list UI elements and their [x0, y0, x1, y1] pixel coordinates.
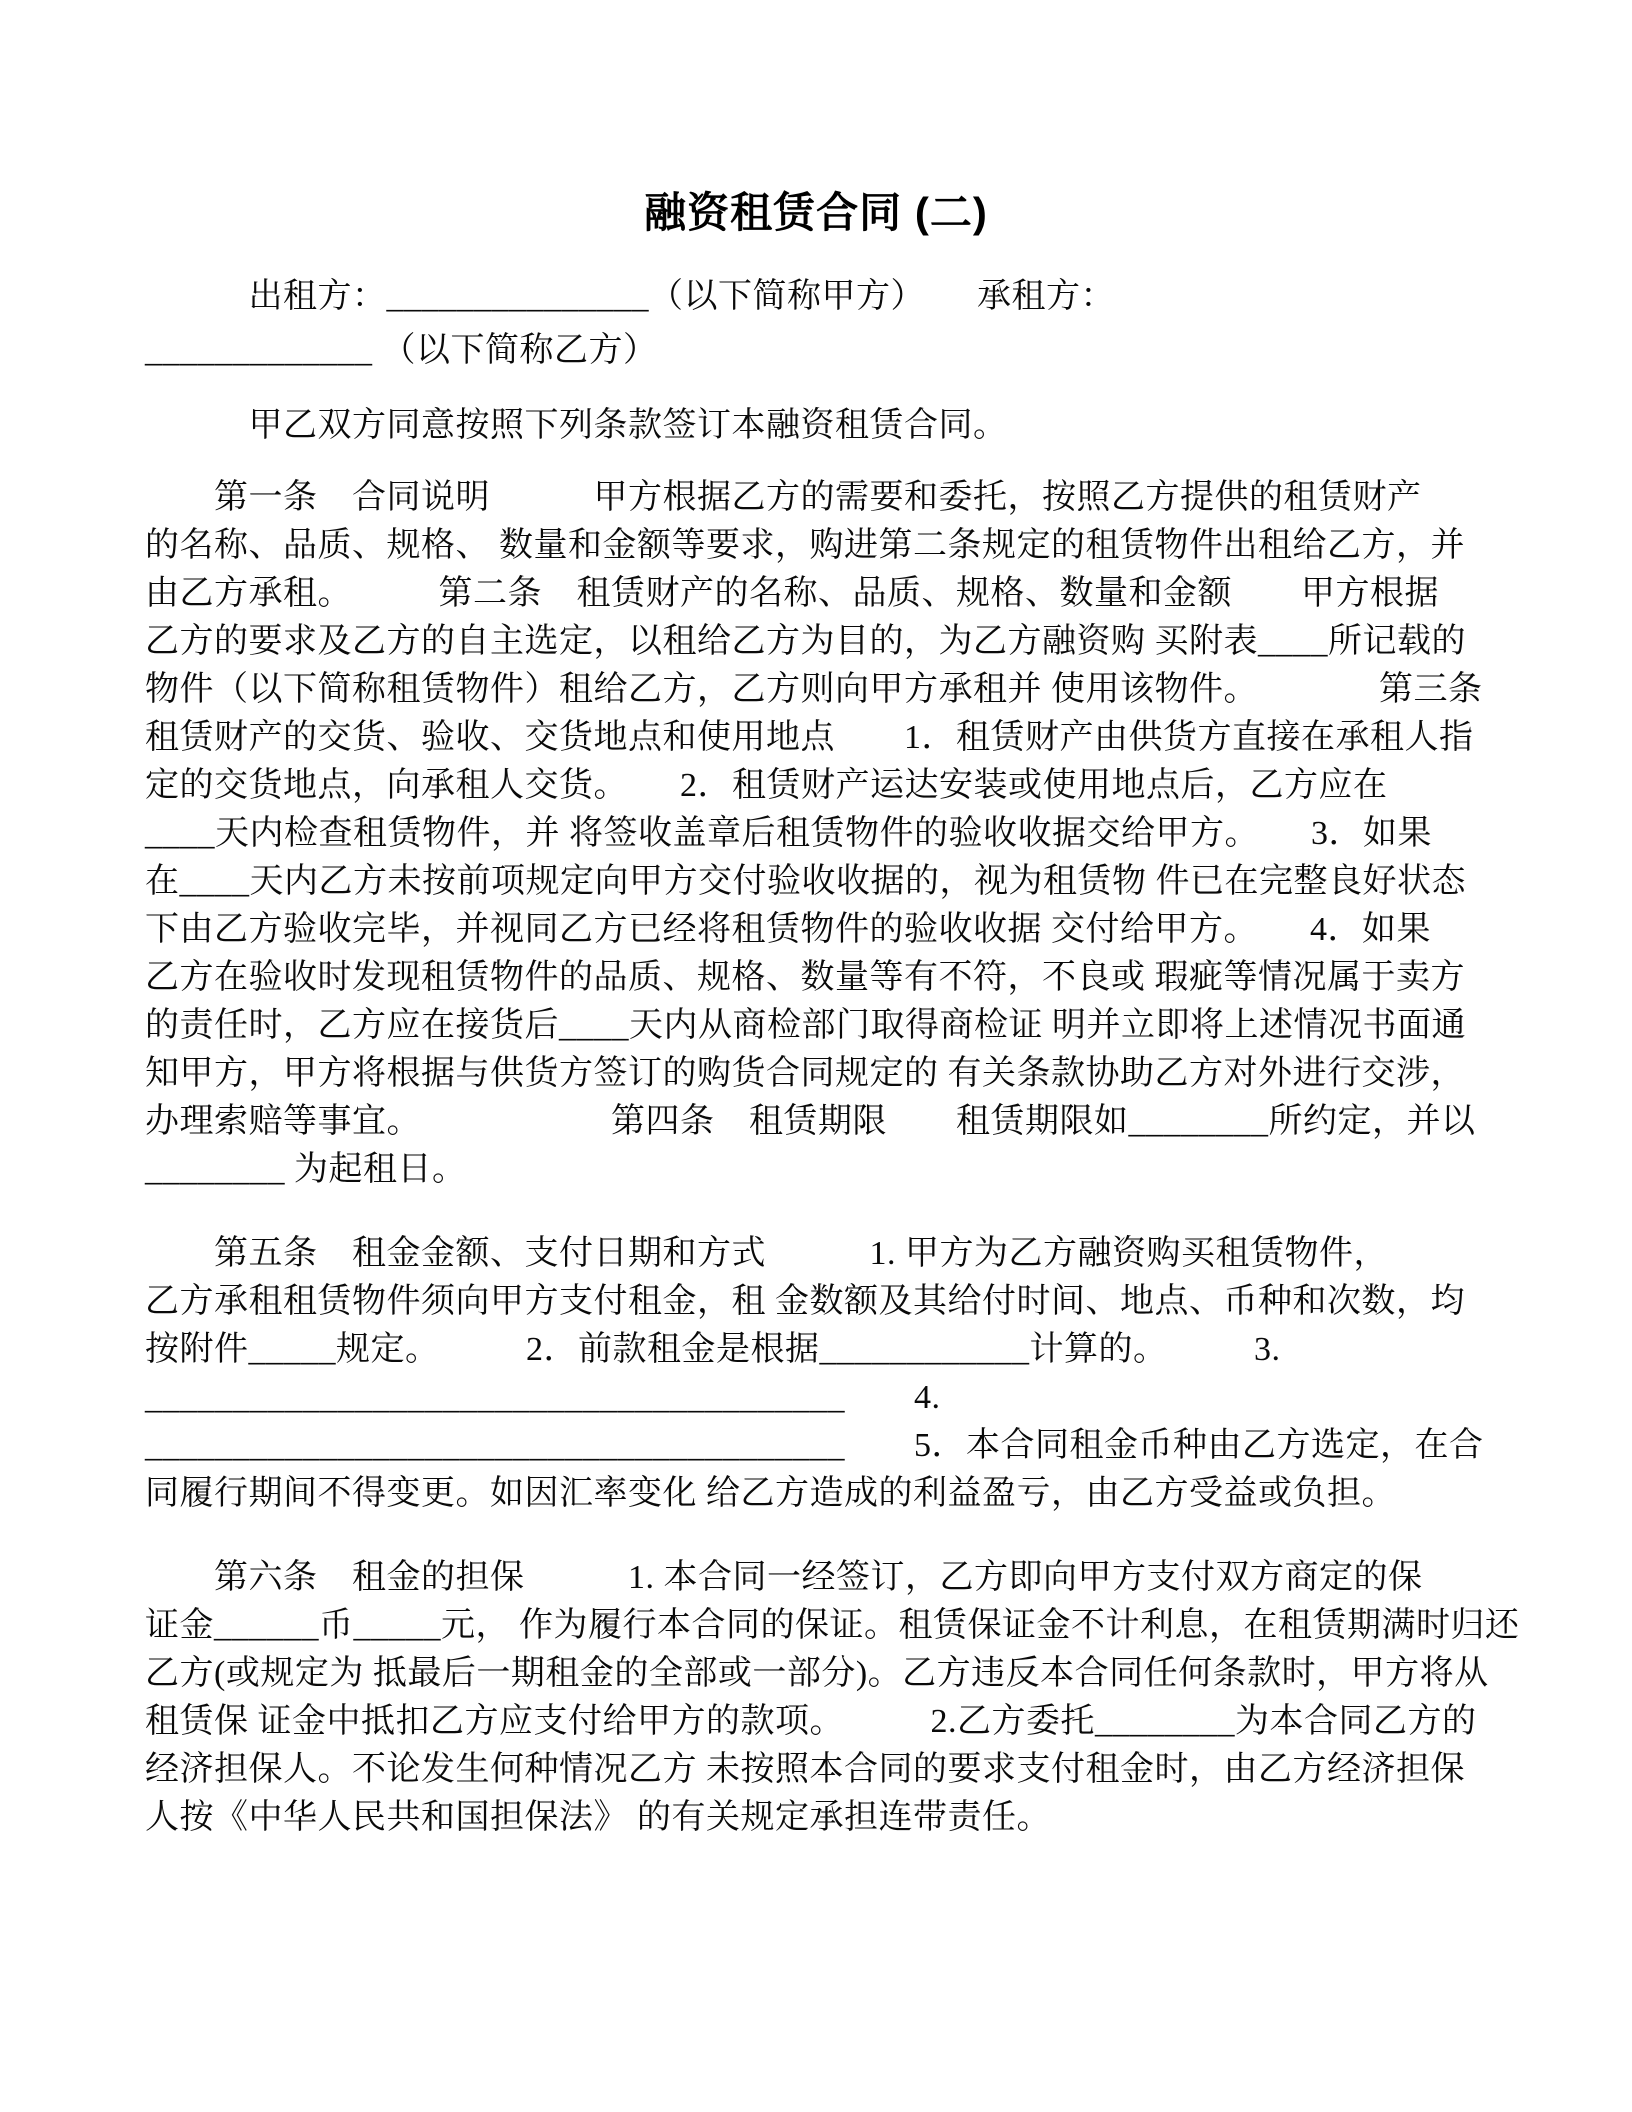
contract-line: ________________________________________ 4.	[145, 1379, 941, 1416]
contract-line: 物件（以下简称租赁物件）租给乙方，乙方则向甲方承租并 使用该物件。 第三条	[145, 671, 1483, 708]
contract-line: 同履行期间不得变更。如因汇率变化 给乙方造成的利益盈亏，由乙方受益或负担。	[145, 1475, 1396, 1512]
contract-line: 按附件_____规定。 2．前款租金是根据____________计算的。 3.	[145, 1331, 1281, 1368]
lessor-line: 出租方：_______________（以下简称甲方） 承租方：	[145, 278, 1115, 315]
document-title: 融资租赁合同 (二)	[644, 189, 988, 236]
contract-line: 乙方在验收时发现租赁物件的品质、规格、数量等有不符，不良或 瑕疵等情况属于卖方	[145, 959, 1465, 996]
clauses-1-to-4-section	[145, 474, 1487, 1194]
contract-line: 人按《中华人民共和国担保法》 的有关规定承担连带责任。	[145, 1799, 1051, 1836]
contract-line: 办理索赔等事宜。 第四条 租赁期限 租赁期限如________所约定，并以	[145, 1103, 1476, 1140]
contract-line: 的名称、品质、规格、 数量和金额等要求，购进第二条规定的租赁物件出租给乙方，并	[145, 527, 1465, 564]
contract-line: 乙方承租租赁物件须向甲方支付租金，租 金数额及其给付时间、地点、币种和次数，均	[145, 1283, 1465, 1320]
contract-line: 经济担保人。不论发生何种情况乙方 未按照本合同的要求支付租金时，由乙方经济担保	[145, 1751, 1465, 1788]
intro-line: 甲乙双方同意按照下列条款签订本融资租赁合同。	[145, 407, 1008, 444]
contract-line: ________ 为起租日。	[145, 1151, 467, 1188]
contract-line: 在____天内乙方未按前项规定向甲方交付验收收据的，视为租赁物 件已在完整良好状态	[145, 863, 1466, 900]
contract-line: 第一条 合同说明 甲方根据乙方的需要和委托，按照乙方提供的租赁财产	[145, 479, 1422, 516]
contract-line: 租赁保 证金中抵扣乙方应支付给甲方的款项。 2.乙方委托________为本合同乙方的	[145, 1703, 1477, 1740]
contract-line: 第五条 租金金额、支付日期和方式 1. 甲方为乙方融资购买租赁物件，	[145, 1235, 1388, 1272]
clause-6-section	[145, 1554, 1520, 1842]
contract-line: 乙方的要求及乙方的自主选定，以租给乙方为目的，为乙方融资购 买附表____所记载的	[145, 623, 1466, 660]
clause-5-section	[145, 1230, 1487, 1518]
contract-line: 知甲方，甲方将根据与供货方签订的购货合同规定的 有关条款协助乙方对外进行交涉，	[145, 1055, 1465, 1092]
parties-section	[145, 270, 1487, 378]
contract-line: 租赁财产的交货、验收、交货地点和使用地点 1．租赁财产由供货方直接在承租人指	[145, 719, 1474, 756]
contract-line: 证金______币_____元， 作为履行本合同的保证。租赁保证金不计利息，在租赁期满时归还	[145, 1607, 1520, 1644]
contract-line: ________________________________________ 5．本合同租金币种由乙方选定，在合	[145, 1427, 1484, 1464]
lessee-line: _____________ （以下简称乙方）	[145, 332, 658, 369]
intro-section	[145, 402, 1487, 450]
contract-line: ____天内检查租赁物件，并 将签收盖章后租赁物件的验收收据交给甲方。 3．如果	[145, 815, 1432, 852]
contract-line: 乙方(或规定为 抵最后一期租金的全部或一部分)。乙方违反本合同任何条款时，甲方将从	[145, 1655, 1489, 1692]
contract-line: 下由乙方验收完毕，并视同乙方已经将租赁物件的验收收据 交付给甲方。 4．如果	[145, 911, 1431, 948]
contract-line: 的责任时，乙方应在接货后____天内从商检部门取得商检证 明并立即将上述情况书面通	[145, 1007, 1466, 1044]
contract-line: 由乙方承租。 第二条 租赁财产的名称、品质、规格、数量和金额 甲方根据	[145, 575, 1439, 612]
contract-line: 定的交货地点，向承租人交货。 2．租赁财产运达安装或使用地点后，乙方应在	[145, 767, 1388, 804]
contract-line: 第六条 租金的担保 1. 本合同一经签订，乙方即向甲方支付双方商定的保	[145, 1559, 1423, 1596]
